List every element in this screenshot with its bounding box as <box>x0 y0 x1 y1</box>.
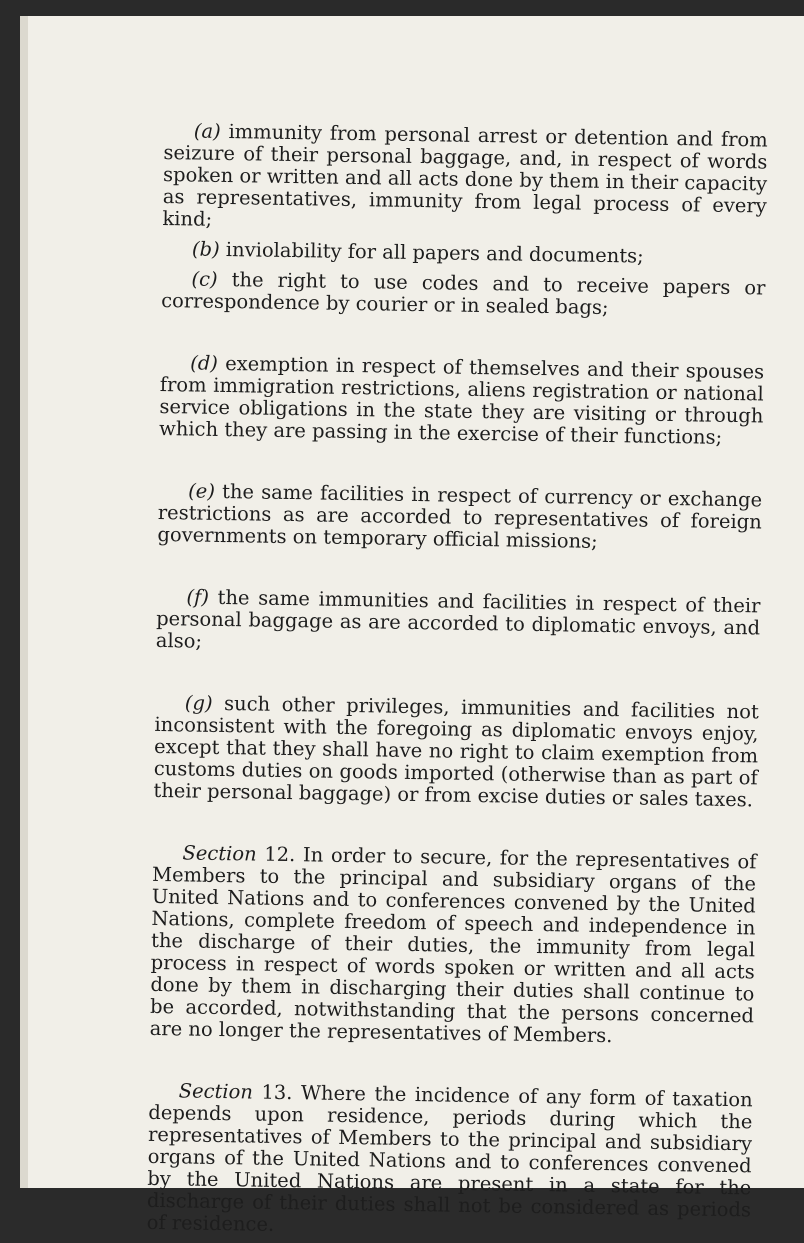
item-letter: (e) <box>187 479 216 503</box>
section-label: Section <box>178 1079 254 1104</box>
item-text: such other privileges, immunities and facilities not inconsistent with the foregoing as diplomatic envoys enjoy, except that they shall have no right to claim exemption from customs duties on goods imported (otherwise than as part of their personal baggage) or from excise duties or sales taxes. <box>153 692 759 812</box>
item-b <box>162 238 766 269</box>
item-d <box>159 352 764 449</box>
item-text: the same facilities in respect of currency or exchange restrictions as are accorded to representatives of foreign governments on temporary official missions; <box>157 479 763 553</box>
item-text: immunity from personal arrest or detention and from seizure of their personal baggage, and, in respect of words spoken or written and all acts done by them in their capacity as representatives, immunity from legal process of every kind; <box>162 120 768 231</box>
section-12 <box>150 842 757 1049</box>
section-number: 13. <box>261 1080 293 1105</box>
item-c <box>161 268 766 321</box>
document-page <box>20 16 804 1236</box>
item-a <box>162 120 768 239</box>
item-letter: (f) <box>186 585 210 609</box>
item-letter: (c) <box>191 267 218 291</box>
section-label: Section <box>182 841 257 866</box>
item-letter: (a) <box>193 119 221 143</box>
item-e <box>157 480 762 555</box>
item-text: the same immunities and facilities in respect of their personal baggage as are accorded to diplomatic envoys, and also; <box>155 585 761 653</box>
item-text: exemption in respect of themselves and their spouses from immigration restrictions, aliens registration or national service obligations in the state they are visiting or through which they are passing in the exercise of their functions; <box>158 351 765 449</box>
item-letter: (d) <box>190 351 219 375</box>
item-text: the right to use codes and to receive papers or correspondence by courier or in sealed bags; <box>160 268 766 320</box>
section-text: In order to secure, for the representatives of Members to the principal and subsidiary organs of the United Nations and to conferences convened by the United Nations, complete freedom of speech and independence in the discharge of their duties, the immunity from legal process in respect of words spoken or written and all acts done by them in discharging their duties shall continue to be accorded, notwithstanding that the persons concerned are no longer the representatives of Members. <box>149 843 757 1048</box>
page-text <box>147 120 768 1243</box>
item-text: inviolability for all papers and documents; <box>225 237 644 268</box>
item-letter: (g) <box>184 691 213 715</box>
section-number: 12. <box>264 842 296 867</box>
section-text: Where the incidence of any form of taxation depends upon residence, periods during which the representatives of Members to the principal and subsidiary organs of the United Nations and to conferences convened by the United Nations are present in a state for the discharge of their duties shall not be considered as periods of residence. <box>146 1081 753 1236</box>
item-g <box>153 692 759 811</box>
item-f <box>156 586 761 661</box>
section-13 <box>147 1080 753 1243</box>
item-letter: (b) <box>191 237 220 261</box>
